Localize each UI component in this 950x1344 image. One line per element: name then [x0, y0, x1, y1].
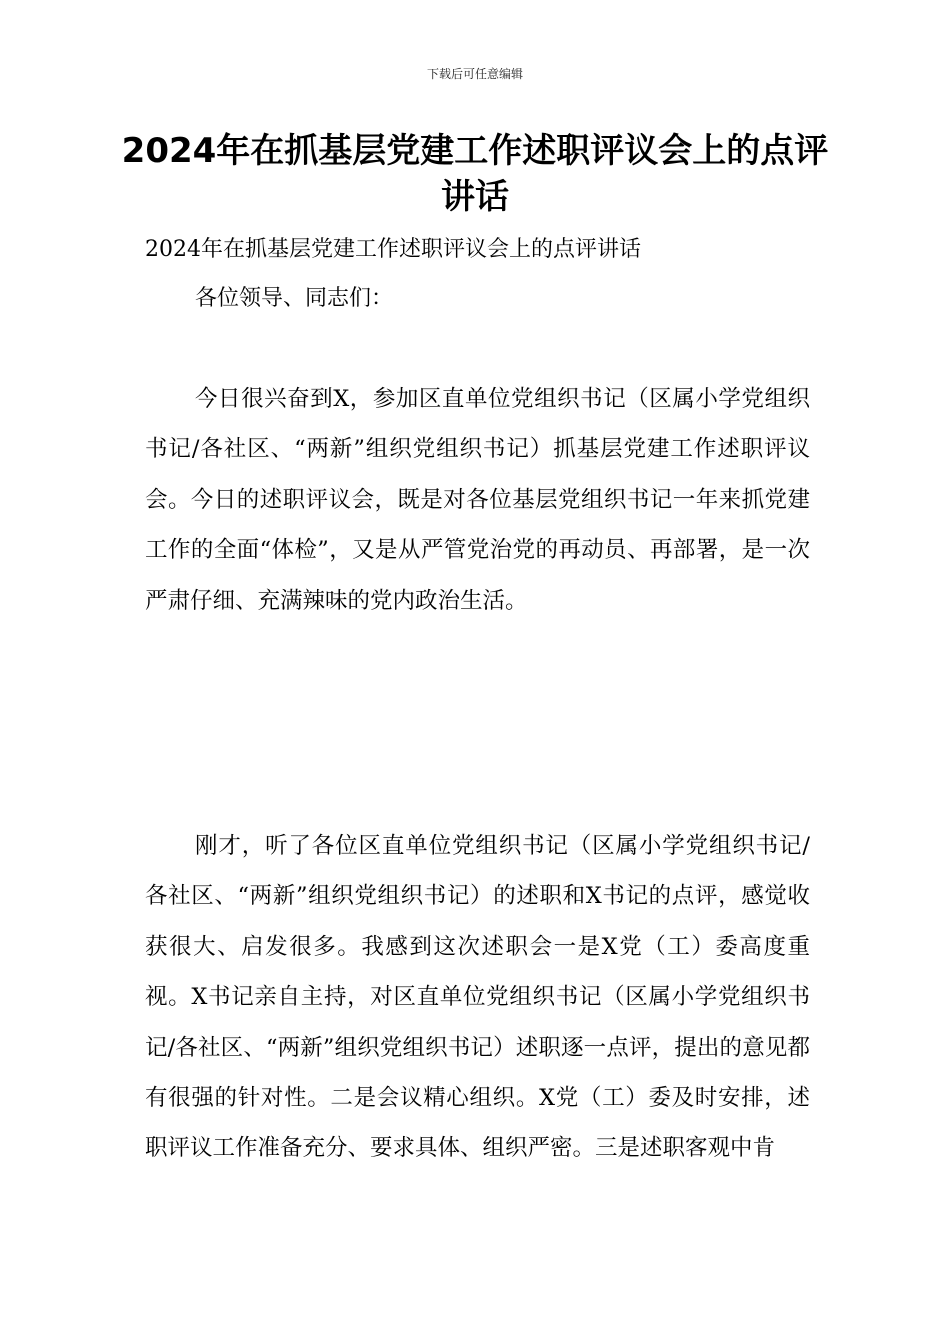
document-title: 2024年在抓基层党建工作述职评议会上的点评讲话: [121, 131, 829, 217]
paragraph-2: 刚才，听了各位区直单位党组织书记（区属小学党组织书记/各社区、“两新”组织党组织书记）的述职和X书记的点评，感觉收获很大、启发很多。我感到这次述职会一是X党（工）委高度重视。X书记亲自主持，对区直单位党组织书记（区属小学党组织书记/各社区、“两新”组织党组织书记）述职逐一点评，提出的意见都有很强的针对性。二是会议精心组织。X党（工）委及时安排，述职评议工作准备充分、要求具体、组织严密。三是述职客观中肯: [145, 833, 810, 1162]
salutation: 各位领导、同志们：: [195, 286, 394, 311]
document-subtitle: 2024年在抓基层党建工作述职评议会上的点评讲话: [145, 237, 641, 262]
header-note: 下载后可任意编辑: [426, 67, 523, 81]
paragraph-1: 今日很兴奋到X，参加区直单位党组织书记（区属小学党组织书记/各社区、“两新”组织党组织书记）抓基层党建工作述职评议会。今日的述职评议会，既是对各位基层党组织书记一年来抓党建工作的全面“体检”，又是从严管党治党的再动员、再部署，是一次严肃仔细、充满辣味的党内政治生活。: [145, 386, 810, 614]
